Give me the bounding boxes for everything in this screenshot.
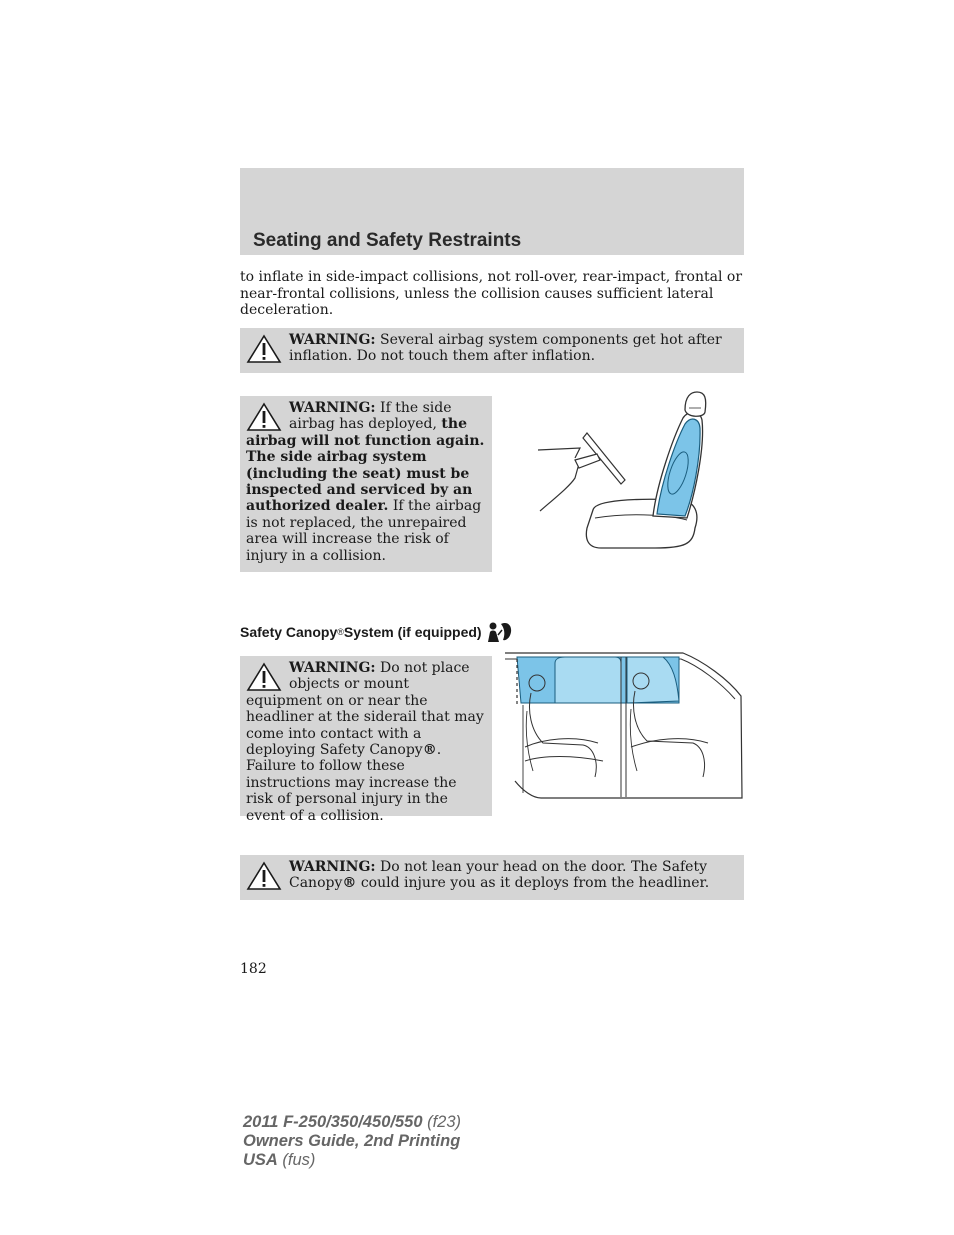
section-header-band <box>240 168 744 255</box>
registered-mark: ® <box>422 742 437 759</box>
safety-canopy-illustration <box>503 651 745 801</box>
intro-paragraph: to inflate in side-impact collisions, not roll-over, rear-impact, frontal or near-frontal collisions, unless the collision causes sufficient lateral deceleration. <box>240 269 743 318</box>
side-airbag-seat-illustration <box>535 388 745 553</box>
footer-line-1 <box>243 1113 461 1132</box>
heading-text-a: Safety Canopy <box>240 624 338 640</box>
warning-label: WARNING: <box>289 660 376 676</box>
document-footer <box>243 1113 461 1170</box>
footer-model-code: (f23) <box>422 1113 462 1131</box>
warning-label: WARNING: <box>289 400 376 416</box>
footer-line-3 <box>243 1151 461 1170</box>
warning-text: Do not lean your head on the door. The Safety Canopy <box>289 859 707 892</box>
safety-canopy-icon <box>485 621 513 643</box>
warning-triangle-icon <box>246 402 282 432</box>
warning-text: Do not place objects or mount equipment on or near the headliner at the siderail that may come into contact with a deploying Safety Canopy <box>246 660 484 759</box>
registered-mark: ® <box>337 627 344 637</box>
warning-lean-head-door <box>240 855 744 900</box>
warning-side-airbag-deployed <box>240 396 492 572</box>
warning-bold-text: the airbag will not function again. The side airbag system (including the seat) must be inspected and serviced by an authorized dealer. <box>246 416 485 515</box>
warning-label: WARNING: <box>289 859 376 875</box>
page-number: 182 <box>240 961 267 977</box>
warning-text-end: could injure you as it deploys from the headliner. <box>356 875 710 892</box>
footer-market-code: (fus) <box>277 1151 316 1169</box>
heading-text-b: System (if equipped) <box>343 624 482 640</box>
section-title: Seating and Safety Restraints <box>253 230 522 251</box>
safety-canopy-heading <box>240 621 513 643</box>
warning-text-end: If the airbag is not replaced, the unrepaired area will increase the risk of injury in a collision. <box>246 498 482 564</box>
warning-text: If the side airbag has deployed, <box>289 400 452 433</box>
footer-market: USA <box>243 1151 278 1169</box>
footer-model: 2011 F-250/350/450/550 <box>243 1113 423 1131</box>
warning-label: WARNING: <box>289 332 376 348</box>
warning-triangle-icon <box>246 334 282 364</box>
warning-triangle-icon <box>246 662 282 692</box>
warning-text: Several airbag system components get hot after inflation. Do not touch them after inflation. <box>289 332 722 365</box>
warning-hot-components <box>240 328 744 373</box>
warning-text-end: . Failure to follow these instructions may increase the risk of personal injury in the event of a collision. <box>246 742 457 824</box>
registered-mark: ® <box>342 875 357 892</box>
warning-triangle-icon <box>246 861 282 891</box>
footer-edition: Owners Guide, 2nd Printing <box>243 1132 461 1150</box>
warning-headliner-objects <box>240 656 492 824</box>
footer-line-2 <box>243 1132 461 1151</box>
